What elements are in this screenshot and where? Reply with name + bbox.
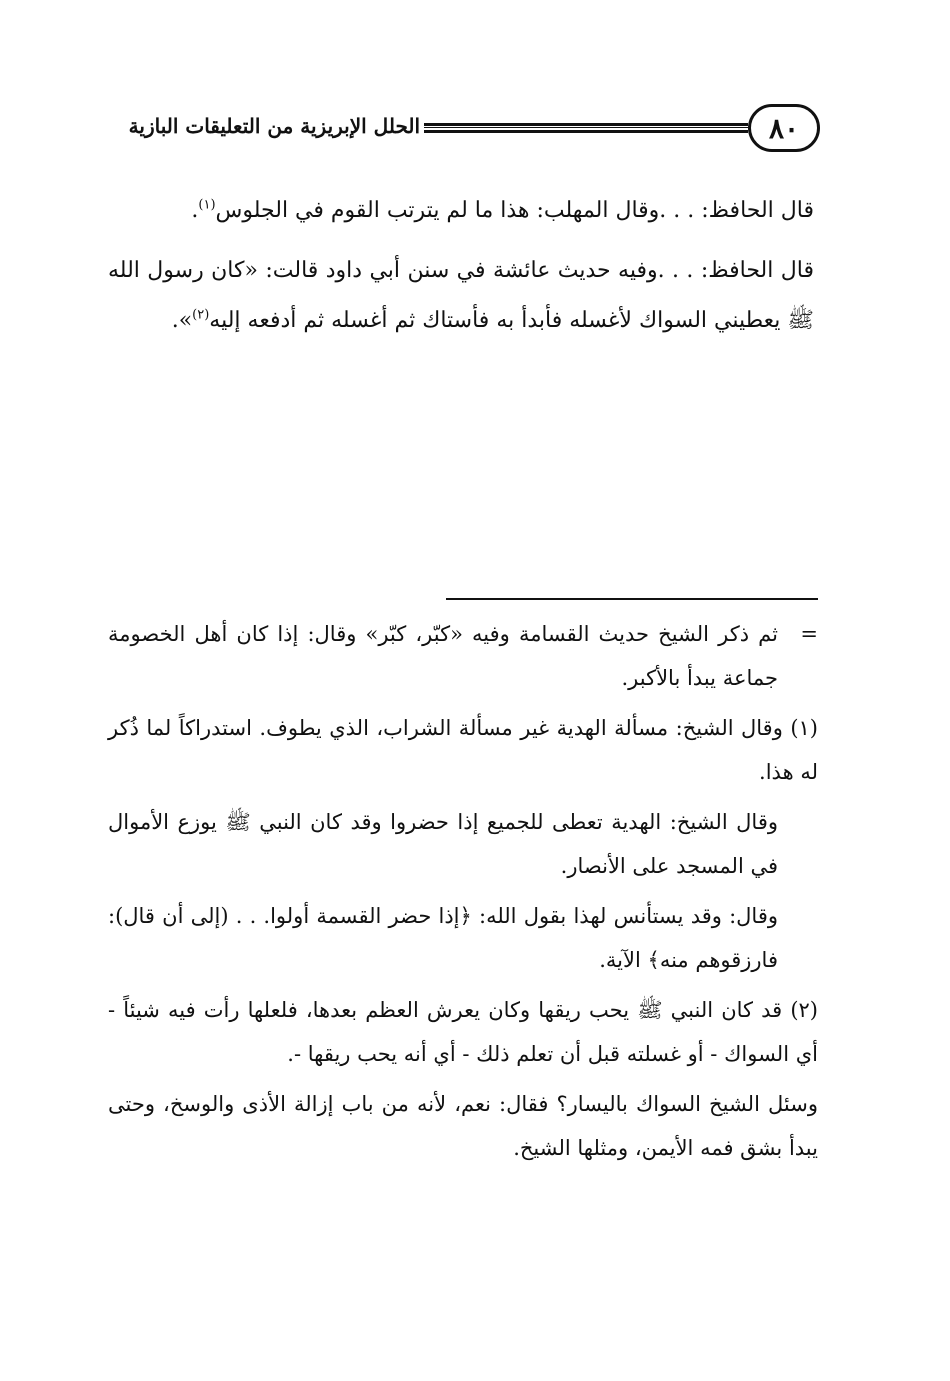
footnote-2-marker: (٢) — [790, 998, 818, 1022]
footnote-2 — [108, 988, 818, 1076]
footnote-2-paragraph-2: وسئل الشيخ السواك باليسار؟ فقال: نعم، لأنه من باب إزالة الأذى والوسخ، وحتى يبدأ بشق فمه الأيمن، ومثلها الشيخ. — [108, 1092, 818, 1160]
header-rule — [424, 123, 748, 133]
main-paragraph-2-end: ». — [171, 308, 193, 333]
main-text — [108, 186, 814, 356]
footnote-1-paragraph-2: وقال الشيخ: الهدية تعطى للجميع إذا حضروا وقد كان النبي ﷺ يوزع الأموال في المسجد على الأنصار. — [108, 810, 778, 878]
footnote-2-text: قد كان النبي ﷺ يحب ريقها وكان يعرش العظم بعدها، فلعلها رأت فيه شيئاً - أي السواك - أو غسلته قبل أن تعلم ذلك - أي أنه يحب ريقها -. — [108, 998, 818, 1066]
page-number-text: ٨٠ — [768, 111, 800, 145]
running-header — [100, 104, 820, 160]
page-number — [748, 104, 820, 152]
footnote-1-text: وقال الشيخ: مسألة الهدية غير مسألة الشراب، الذي يطوف. استدراكاً لما ذُكر له هذا. — [108, 716, 818, 784]
footnote-1-marker: (١) — [790, 716, 818, 740]
main-paragraph-2-text: قال الحافظ: . . .وفيه حديث عائشة في سنن أبي داود قالت: «كان رسول الله ﷺ يعطيني السواك لأغسله فأبدأ به فأستاك ثم أغسله ثم أدفعه إليه — [108, 258, 815, 333]
footnote-ref-2: (٢) — [192, 307, 210, 323]
main-paragraph-1 — [108, 186, 814, 236]
footnote-continuation — [108, 612, 818, 700]
footnote-1-paragraph-3: وقال: وقد يستأنس لهذا بقول الله: ﴿إذا حضر القسمة أولوا. . . (إلى أن قال): فارزقوهم منه﴾ الآية. — [108, 904, 778, 972]
footnote-separator — [446, 598, 818, 600]
footnote-ref-1: (١) — [198, 197, 216, 213]
continuation-text: ثم ذكر الشيخ حديث القسامة وفيه «كبّر، كبّر» وقال: إذا كان أهل الخصومة جماعة يبدأ بالأكبر. — [108, 622, 778, 690]
main-paragraph-1-text: قال الحافظ: . . .وقال المهلب: هذا ما لم يترتب القوم في الجلوس — [215, 198, 814, 223]
footnotes — [108, 612, 818, 1176]
footnote-1 — [108, 706, 818, 794]
main-paragraph-1-end: . — [191, 198, 199, 223]
continuation-mark: = — [800, 622, 818, 646]
book-title: الحلل الإبريزية من التعليقات البازية — [128, 114, 420, 138]
main-paragraph-2 — [108, 246, 814, 346]
